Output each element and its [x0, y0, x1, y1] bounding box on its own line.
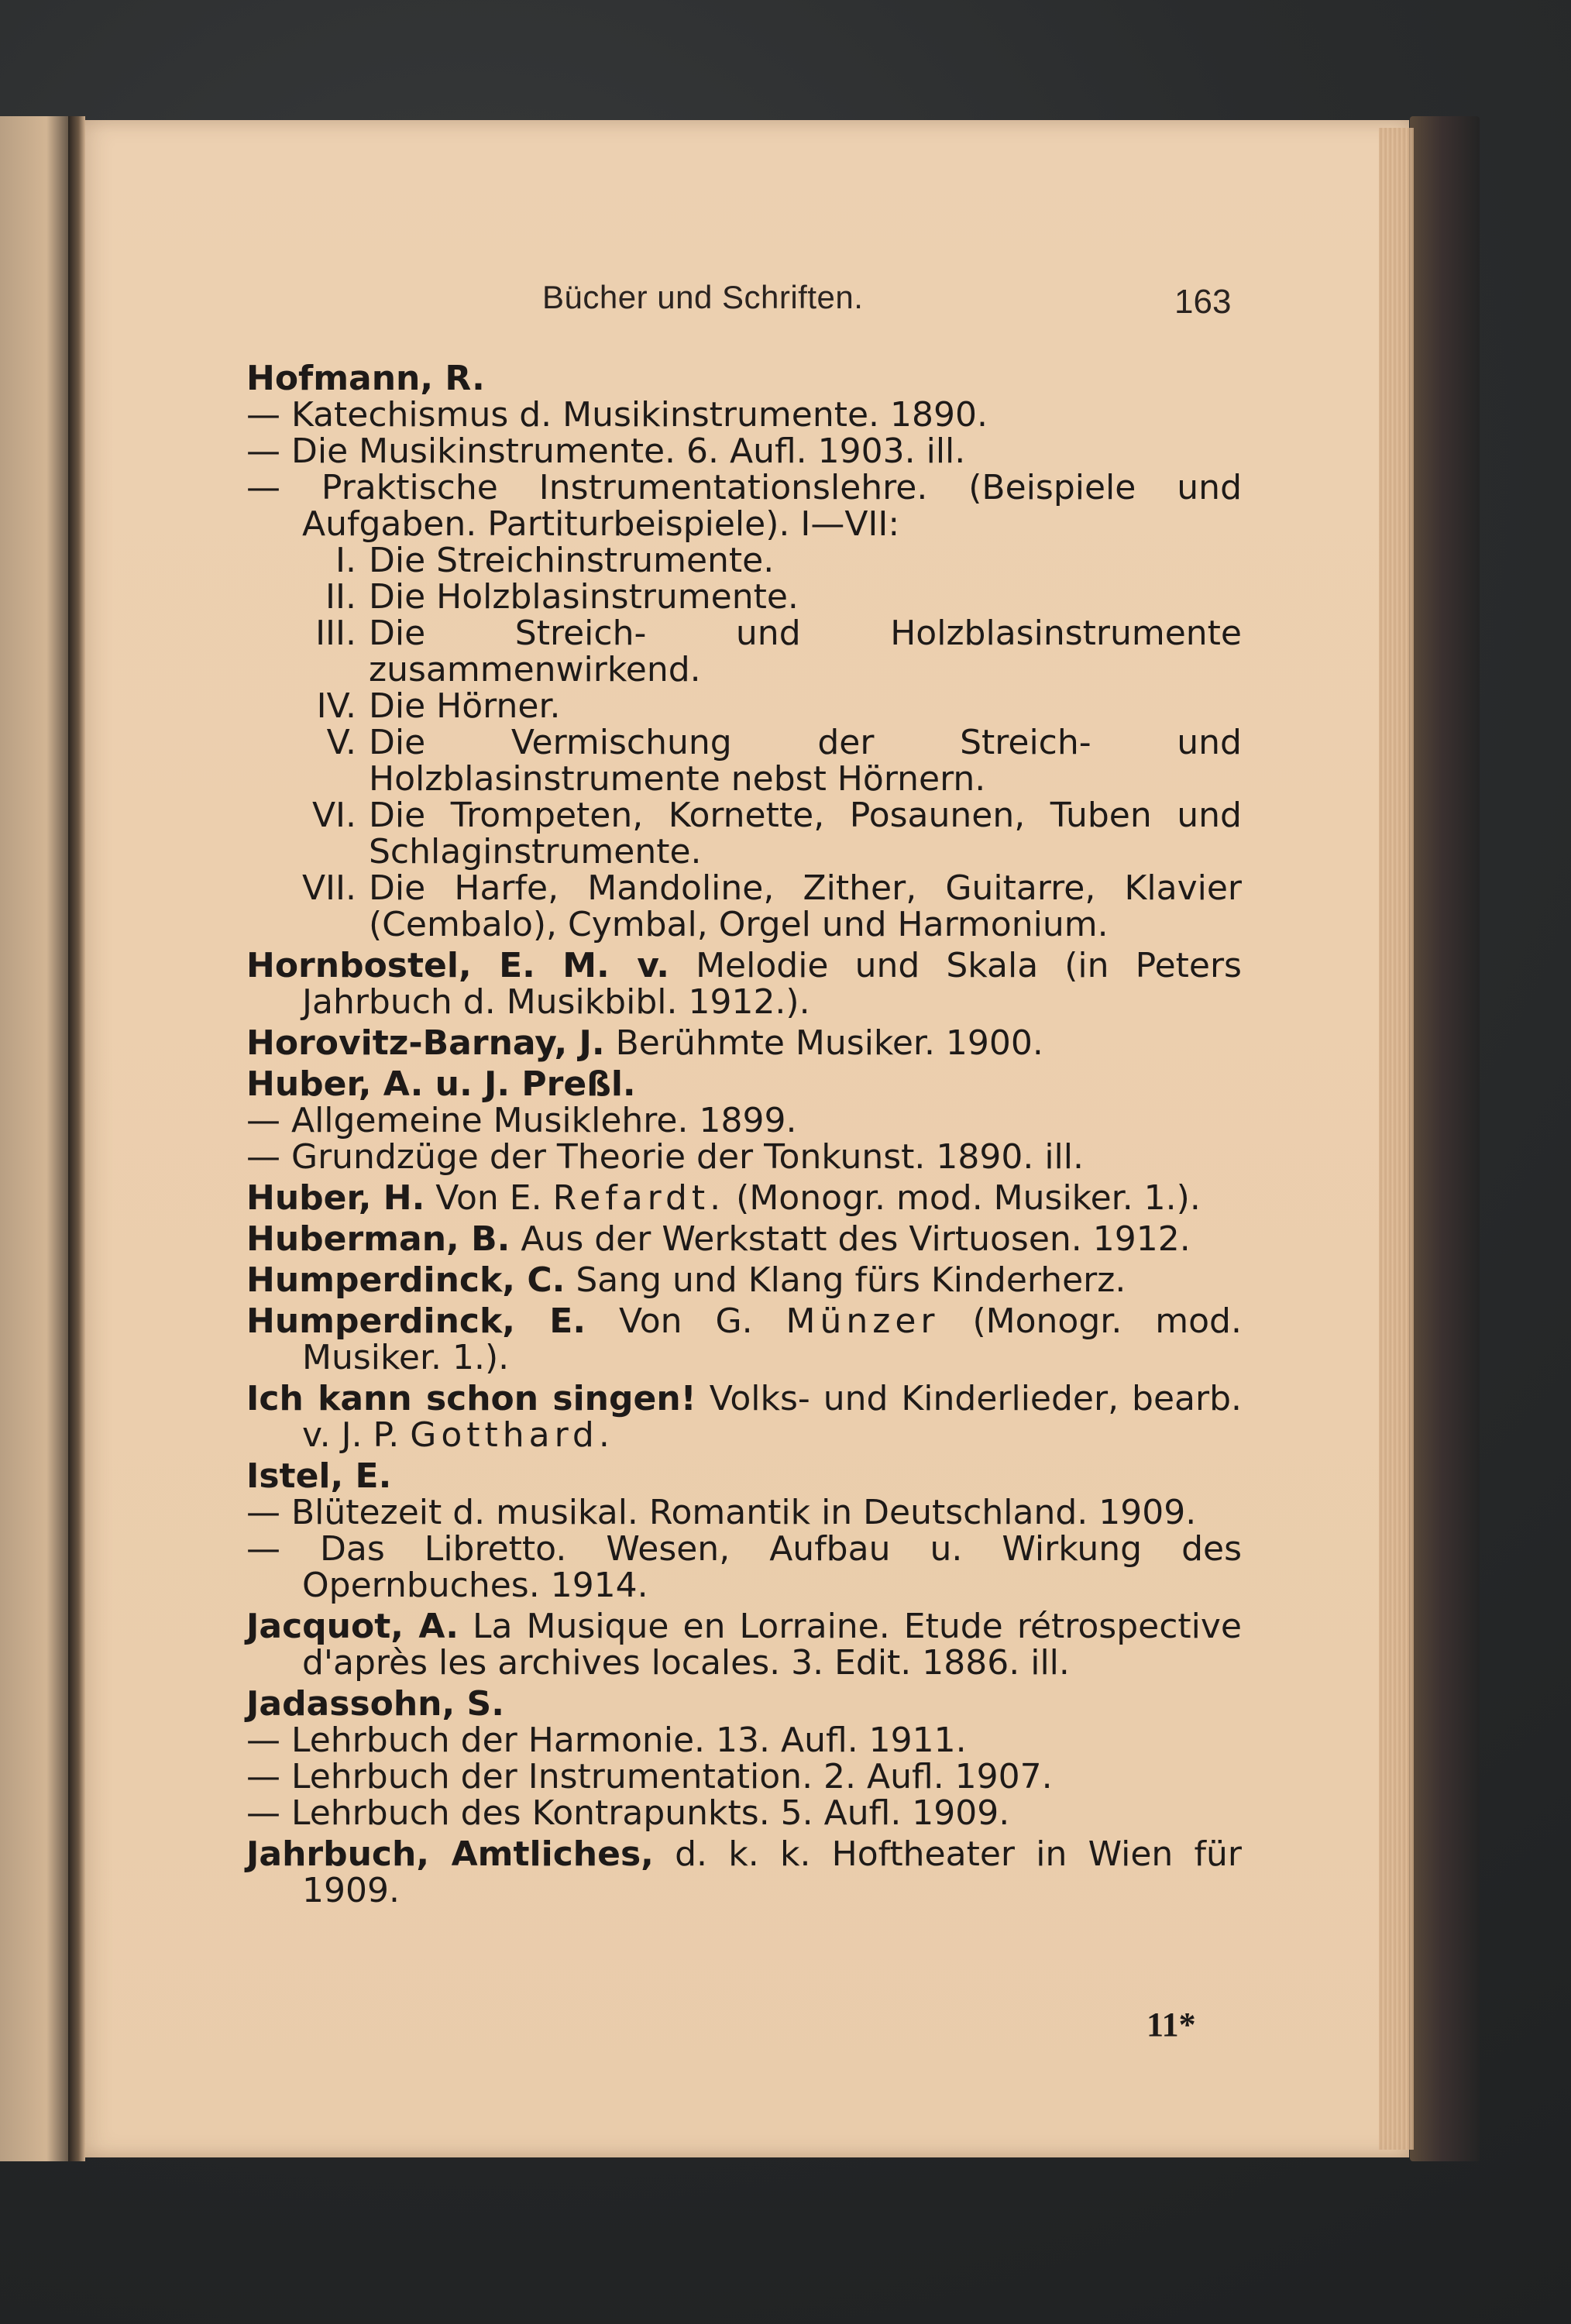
entry-heading: Huberman, B.	[246, 1219, 510, 1259]
volume-item	[246, 724, 1242, 797]
volume-title: Die Streichinstrumente.	[369, 541, 775, 580]
entry-text: Von E.	[435, 1178, 542, 1218]
volume-item	[246, 797, 1242, 870]
volume-number: VII.	[301, 868, 356, 908]
entry-line: — Das Libretto. Wesen, Aufbau u. Wirkung des Opernbuches. 1914.	[246, 1529, 1242, 1605]
entry-text: (Monogr. mod. Musiker. 1.).	[736, 1178, 1201, 1218]
signature-mark: 11*	[1146, 2006, 1196, 2044]
entry-text: Sang und Klang fürs Kinderherz.	[576, 1260, 1126, 1300]
entry-heading: Ich kann schon singen!	[246, 1379, 696, 1418]
entry-heading: Jadassohn, S.	[246, 1684, 504, 1724]
entry-heading: Jacquot, A.	[246, 1607, 459, 1646]
bibliography-entry	[246, 1221, 1242, 1257]
entry-line: — Allgemeine Musiklehre. 1899.	[246, 1101, 797, 1140]
bibliography-entry	[246, 1180, 1242, 1216]
bibliography-entry	[246, 1025, 1242, 1061]
volume-item	[246, 615, 1242, 688]
entry-text: Aus der Werkstatt des Virtuosen. 1912.	[521, 1219, 1191, 1259]
bibliography-entry	[246, 1303, 1242, 1376]
entry-line: — Praktische Instrumentationslehre. (Beispiele und Aufgaben. Partiturbeispiele). I—VII:	[246, 468, 1242, 544]
page-edges	[1379, 128, 1414, 2150]
entry-text: Berühmte Musiker. 1900.	[615, 1023, 1043, 1063]
entry-text: La Musique en Lorraine. Etude rétrospective d'après les archives locales. 3. Edit. 1886. ill.	[302, 1607, 1243, 1683]
volume-item	[246, 579, 1242, 615]
cover-edge	[1410, 116, 1480, 2161]
entry-author-spaced: Münzer	[786, 1301, 940, 1341]
bibliography-entry	[246, 1066, 1242, 1175]
entry-author-spaced: Refardt.	[552, 1178, 726, 1218]
entry-line: — Blütezeit d. musikal. Romantik in Deutschland. 1909.	[246, 1493, 1197, 1532]
volume-number: II.	[325, 577, 356, 617]
entry-text: d. k. k. Hoftheater in Wien für 1909.	[302, 1834, 1242, 1910]
facing-page-edge	[0, 116, 77, 2161]
running-head: Bücher und Schriften.	[542, 279, 864, 315]
entry-heading: Hornbostel, E. M. v.	[246, 946, 669, 985]
volume-number: IV.	[316, 686, 356, 726]
entry-heading: Humperdinck, C.	[246, 1260, 565, 1300]
spine-gutter	[68, 116, 85, 2161]
volume-item	[246, 542, 1242, 579]
bibliography-list	[246, 360, 1242, 1913]
volume-title: Die Trompeten, Kornette, Posaunen, Tuben und Schlaginstrumente.	[369, 796, 1242, 871]
volume-item	[246, 870, 1242, 943]
entry-line: — Lehrbuch der Harmonie. 13. Aufl. 1911.	[246, 1721, 967, 1760]
entry-heading: Horovitz-Barnay, J.	[246, 1023, 605, 1063]
volume-item	[246, 688, 1242, 724]
entry-line: — Die Musikinstrumente. 6. Aufl. 1903. ill.	[246, 431, 966, 471]
entry-heading: Humperdinck, E.	[246, 1301, 586, 1341]
volume-number: III.	[315, 614, 356, 653]
bibliography-entry	[246, 360, 1242, 943]
entry-heading: Istel, E.	[246, 1456, 392, 1496]
entry-heading: Huber, A. u. J. Preßl.	[246, 1064, 636, 1104]
page-number: 163	[1174, 283, 1232, 321]
entry-author-spaced: Gotthard.	[410, 1415, 614, 1455]
volume-number: V.	[326, 723, 356, 762]
entry-line: — Katechismus d. Musikinstrumente. 1890.	[246, 395, 988, 435]
entry-line: — Grundzüge der Theorie der Tonkunst. 1890. ill.	[246, 1137, 1084, 1177]
entry-text: Von G.	[619, 1301, 753, 1341]
entry-text: Melodie und Skala (in Peters Jahrbuch d. Musikbibl. 1912.).	[302, 946, 1242, 1022]
bibliography-entry	[246, 1608, 1242, 1681]
volume-title: Die Streich- und Holzblasinstrumente zusammenwirkend.	[369, 614, 1242, 689]
entry-heading: Jahrbuch, Amtliches,	[246, 1834, 654, 1874]
volume-title: Die Holzblasinstrumente.	[369, 577, 799, 617]
volume-title: Die Vermischung der Streich- und Holzblasinstrumente nebst Hörnern.	[369, 723, 1242, 799]
entry-heading: Huber, H.	[246, 1178, 425, 1218]
bibliography-entry	[246, 947, 1242, 1020]
volume-title: Die Harfe, Mandoline, Zither, Guitarre, Klavier (Cembalo), Cymbal, Orgel und Harmonium.	[369, 868, 1242, 944]
entry-line: — Lehrbuch der Instrumentation. 2. Aufl. 1907.	[246, 1757, 1053, 1796]
entry-text: (Monogr. mod. Musiker. 1.).	[302, 1301, 1242, 1377]
bibliography-entry	[246, 1836, 1242, 1909]
volume-number: I.	[335, 541, 356, 580]
bibliography-entry	[246, 1458, 1242, 1604]
bibliography-entry	[246, 1686, 1242, 1831]
volume-number: VI.	[311, 796, 356, 835]
entry-line: — Lehrbuch des Kontrapunkts. 5. Aufl. 1909.	[246, 1793, 1010, 1833]
bibliography-entry	[246, 1380, 1242, 1453]
bibliography-entry	[246, 1262, 1242, 1298]
volume-title: Die Hörner.	[369, 686, 561, 726]
entry-heading: Hofmann, R.	[246, 359, 485, 398]
entry-text: Volks- und Kinderlieder, bearb. v. J. P.	[302, 1379, 1243, 1455]
